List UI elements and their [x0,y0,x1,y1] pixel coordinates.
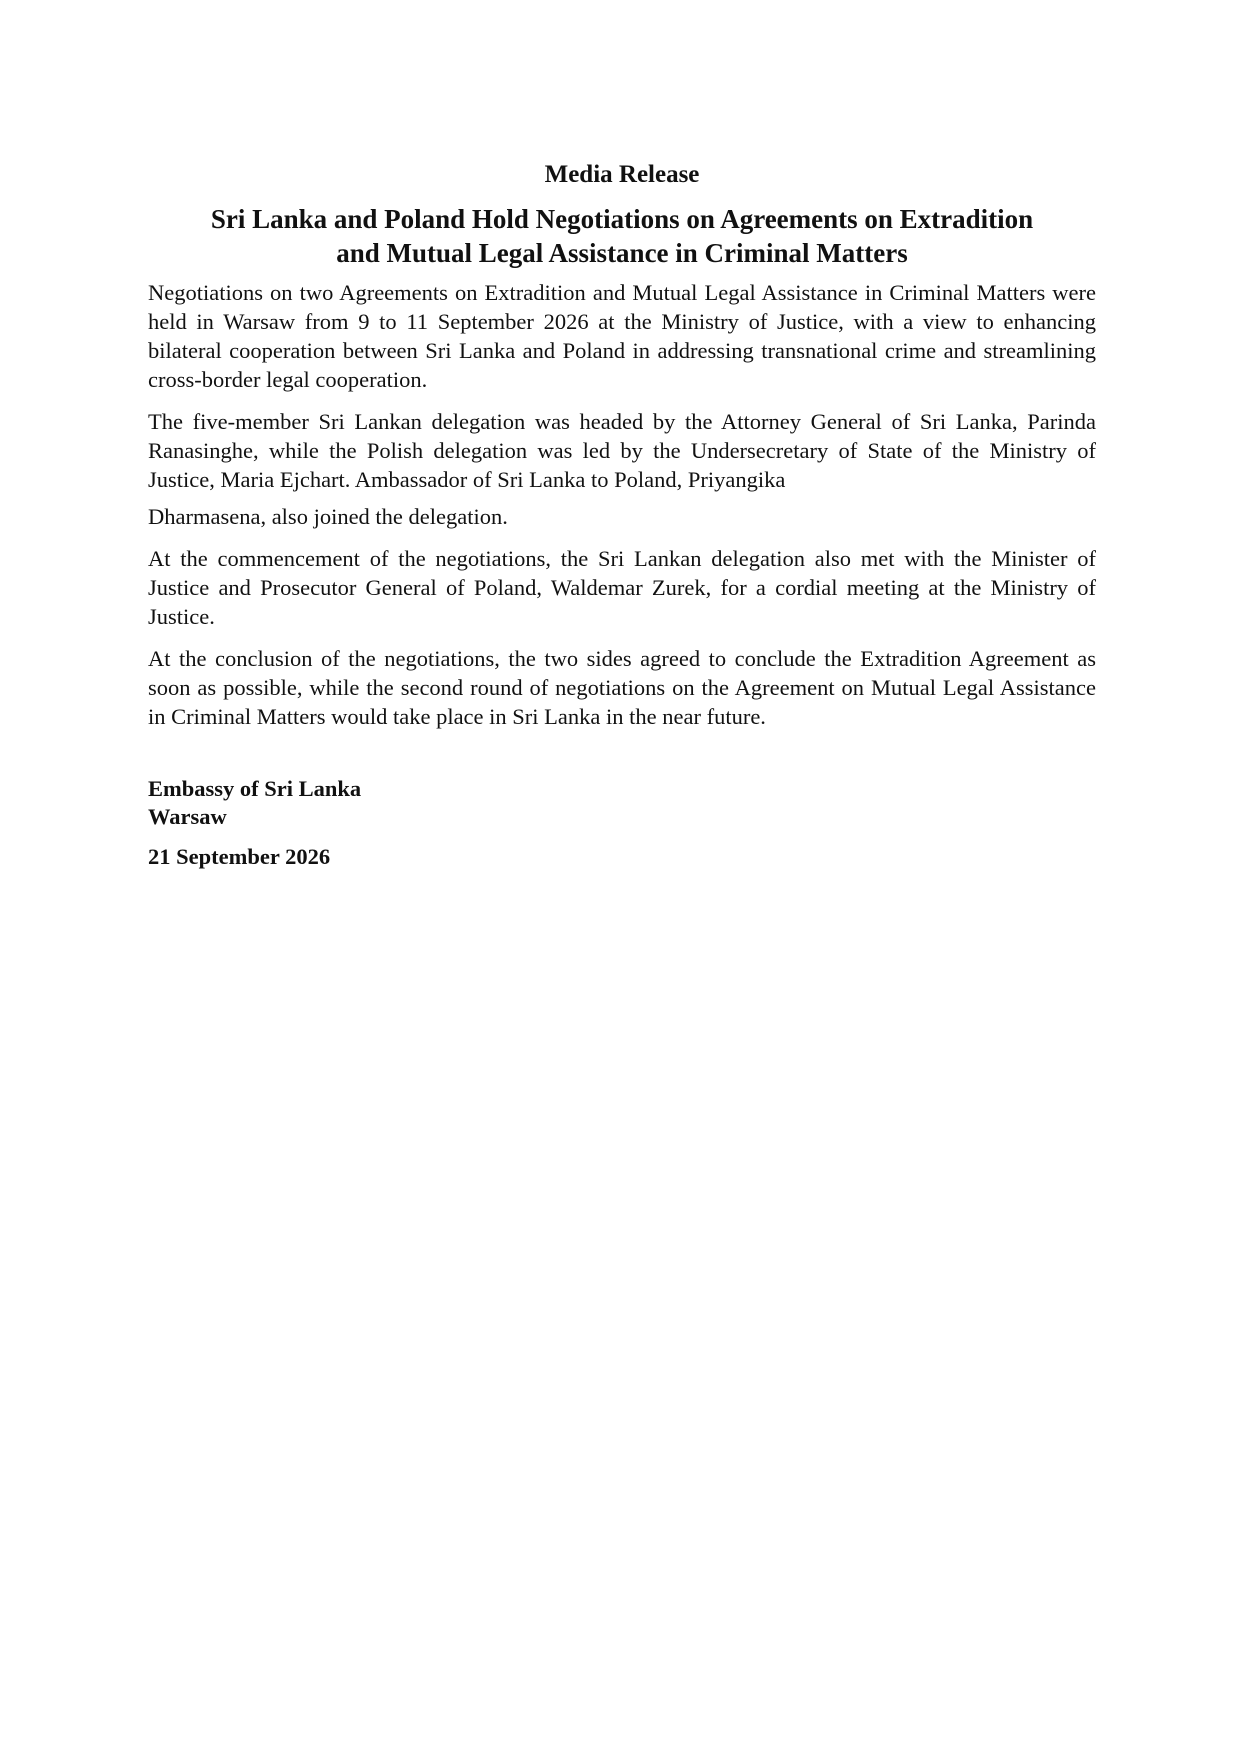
headline-line-1: Sri Lanka and Poland Hold Negotiations on Agreements on Extradition [210,204,1034,234]
signature-city: Warsaw [148,804,227,829]
paragraph-4: At the conclusion of the negotiations, the two sides agreed to conclude the Extradition Agreement as soon as possible, while the second round of negotiations on the Agreement on Mutual Legal Assistance in Criminal Matters would take place in Sri Lanka in the near future. [148,646,1096,729]
headline [148,202,1096,270]
release-label: Media Release [544,161,700,188]
paragraph-2: The five-member Sri Lankan delegation was headed by the Attorney General of Sri Lanka, Parinda Ranasinghe, while the Polish delegation was led by the Undersecretary of State of the Ministry of Justice, Maria Ejchart. Ambassador of Sri Lanka to Poland, Priyangika [148,409,1096,492]
signature-block [148,775,1096,831]
paragraph-2-continuation: Dharmasena, also joined the delegation. [148,504,508,529]
paragraph-3: At the commencement of the negotiations, the Sri Lankan delegation also met with the Minister of Justice and Prosecutor General of Poland, Waldemar Zurek, for a cordial meeting at the Ministry of Justice. [148,546,1096,629]
document-page [148,160,1096,871]
signature-embassy: Embassy of Sri Lanka [148,776,362,801]
headline-line-2: and Mutual Legal Assistance in Criminal Matters [336,238,908,268]
release-date: 21 September 2026 [148,844,331,869]
paragraph-1: Negotiations on two Agreements on Extradition and Mutual Legal Assistance in Criminal Matters were held in Warsaw from 9 to 11 September 2026 at the Ministry of Justice, with a view to enhancing bilateral cooperation between Sri Lanka and Poland in addressing transnational crime and streamlining cross-border legal cooperation. [148,280,1096,392]
